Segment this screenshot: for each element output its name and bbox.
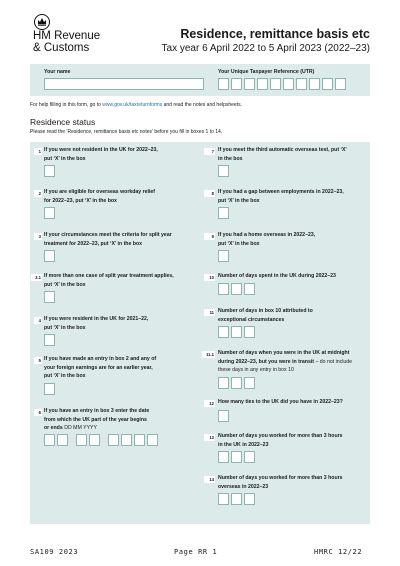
box-number-10: 10: [204, 274, 215, 281]
question-2: [44, 188, 192, 205]
digit-box[interactable]: [231, 451, 242, 463]
box-2-checkbox[interactable]: [44, 207, 55, 219]
question-7: [218, 146, 366, 163]
help-suffix: and read the notes and helpsheets.: [162, 102, 242, 108]
date-format-hint: DD MM YYYY: [62, 425, 97, 431]
form-code: SA109 2023: [30, 548, 79, 556]
date-separator: [70, 434, 74, 446]
box-11-1-input[interactable]: [218, 377, 255, 389]
question-5-line-1: If you have made an entry in box 2 and any of: [44, 356, 157, 362]
box-13-input[interactable]: [218, 451, 255, 463]
digit-box[interactable]: [231, 326, 242, 338]
digit-box[interactable]: [218, 493, 229, 505]
box-number-9: 9: [204, 233, 215, 240]
question-6-line-1: If you have an entry in box 3 enter the date: [44, 408, 150, 414]
question-3: [44, 231, 192, 248]
question-14: [218, 474, 366, 491]
digit-box[interactable]: [218, 326, 229, 338]
question-11-1: [218, 349, 366, 375]
digit-box[interactable]: [231, 493, 242, 505]
utr-digit-box[interactable]: [231, 78, 242, 90]
box-11-input[interactable]: [218, 326, 255, 338]
question-10-line-1: Number of days spent in the UK during 2022–23: [218, 273, 336, 279]
utr-digit-box[interactable]: [335, 78, 346, 90]
question-14-line-2: overseas in 2022–23: [218, 483, 269, 490]
box-number-11-1: 11.1: [202, 351, 215, 358]
box-9-checkbox[interactable]: [218, 250, 229, 262]
box-number-11: 11: [204, 309, 215, 316]
question-3-1-line-2: put ‘X’ in the box: [44, 281, 86, 288]
question-8-line-1: If you had a gap between employments in 2022–23,: [218, 189, 344, 195]
question-7-line-2: in the box: [218, 155, 243, 162]
section-intro: Please read the ‘Residence, remittance basis etc notes’ before you fill in boxes 1 to 14.: [30, 129, 223, 135]
utr-digit-box[interactable]: [257, 78, 268, 90]
question-9-line-1: If you had a home overseas in 2022–23,: [218, 232, 316, 238]
digit-box[interactable]: [218, 283, 229, 295]
date-separator: [102, 434, 106, 446]
box-6-date-input[interactable]: [44, 434, 158, 446]
digit-box[interactable]: [218, 451, 229, 463]
help-text: [30, 102, 242, 108]
question-11-line-2: exceptional circumstances: [218, 316, 285, 323]
form-version: HMRC 12/22: [314, 548, 363, 556]
digit-box[interactable]: [231, 283, 242, 295]
question-4: [44, 315, 192, 332]
digit-box[interactable]: [244, 377, 255, 389]
utr-input[interactable]: [218, 78, 346, 90]
digit-box[interactable]: [244, 451, 255, 463]
utr-digit-box[interactable]: [244, 78, 255, 90]
box-number-1: 1: [34, 148, 42, 155]
month-digit-box[interactable]: [76, 434, 87, 446]
question-13: [218, 432, 366, 449]
question-1: [44, 146, 192, 163]
box-number-6: 6: [34, 409, 42, 416]
royal-crest-icon: [32, 12, 52, 30]
question-8-line-2: put ‘X’ in the box: [218, 197, 260, 204]
box-number-8: 8: [204, 190, 215, 197]
digit-box[interactable]: [244, 283, 255, 295]
utr-digit-box[interactable]: [283, 78, 294, 90]
box-number-2: 2: [34, 190, 42, 197]
page-number: Page RR 1: [174, 548, 218, 556]
question-2-line-1: If you are eligible for overseas workday relief: [44, 189, 155, 195]
box-1-checkbox[interactable]: [44, 165, 55, 177]
question-10: [218, 272, 366, 281]
form-title: Residence, remittance basis etc: [180, 27, 370, 41]
box-14-input[interactable]: [218, 493, 255, 505]
tax-year: Tax year 6 April 2022 to 5 April 2023 (2022–23): [161, 43, 370, 54]
box-number-12: 12: [204, 400, 215, 407]
box-number-5: 5: [34, 357, 42, 364]
question-11-1-transit: during 2022–23, but you were in transit: [218, 358, 314, 365]
box-number-3-1: 3.1: [31, 274, 42, 281]
name-label: Your name: [44, 69, 71, 75]
digit-box[interactable]: [218, 377, 229, 389]
box-number-3: 3: [34, 233, 42, 240]
utr-digit-box[interactable]: [218, 78, 229, 90]
section-title: Residence status: [30, 117, 96, 127]
name-input[interactable]: [44, 78, 204, 90]
month-digit-box[interactable]: [89, 434, 100, 446]
question-4-line-2: put ‘X’ in the box: [44, 324, 86, 331]
question-1-line-1: If you were not resident in the UK for 2022–23,: [44, 147, 158, 153]
brand-line-1: HM Revenue: [33, 30, 101, 42]
question-6-or-ends: or ends: [44, 425, 63, 431]
year-digit-box[interactable]: [147, 434, 158, 446]
box-5-checkbox[interactable]: [44, 383, 55, 395]
question-9-line-2: put ‘X’ in the box: [218, 240, 260, 247]
question-4-line-1: If you were resident in the UK for 2021–22,: [44, 316, 149, 322]
digit-box[interactable]: [244, 493, 255, 505]
question-11-1-exclusion-note: – do not include: [314, 358, 353, 365]
year-digit-box[interactable]: [134, 434, 145, 446]
question-12: [218, 398, 366, 407]
question-1-line-2: put ‘X’ in the box: [44, 155, 86, 162]
box-number-4: 4: [34, 317, 42, 324]
question-3-1-line-1: If more than one case of split year treatment applies,: [44, 273, 174, 279]
digit-box[interactable]: [231, 377, 242, 389]
question-3-1: [44, 272, 192, 289]
question-5-line-2: your foreign earnings are for an earlier year,: [44, 364, 153, 371]
box-number-7: 7: [204, 148, 215, 155]
taxreturnforms-link[interactable]: www.gov.uk/taxreturnforms: [102, 102, 163, 108]
utr-label: Your Unique Taxpayer Reference (UTR): [218, 69, 315, 75]
question-11-1-line-2: [218, 358, 366, 367]
year-digit-box[interactable]: [108, 434, 119, 446]
question-6-line-2: from which the UK part of the year begins: [44, 416, 147, 423]
utr-digit-box[interactable]: [309, 78, 320, 90]
question-6-line-3: [44, 424, 192, 433]
box-4-checkbox[interactable]: [44, 334, 55, 346]
question-11: [218, 307, 366, 324]
box-10-input[interactable]: [218, 283, 255, 295]
year-digit-box[interactable]: [121, 434, 132, 446]
question-13-line-1: Number of days you worked for more than 3 hours: [218, 433, 343, 439]
question-3-line-1: If your circumstances meet the criteria for split year: [44, 232, 172, 238]
utr-digit-box[interactable]: [322, 78, 333, 90]
question-6: [44, 407, 192, 433]
question-8: [218, 188, 366, 205]
question-2-line-2: for 2022–23, put ‘X’ in the box: [44, 197, 117, 204]
question-11-line-1: Number of days in box 10 attributed to: [218, 308, 313, 314]
help-prefix: For help filling in this form, go to: [30, 102, 103, 108]
question-11-1-line-3: these days in any entry in box 10: [218, 367, 294, 373]
day-digit-box[interactable]: [57, 434, 68, 446]
day-digit-box[interactable]: [44, 434, 55, 446]
question-5-line-3: put ‘X’ in the box: [44, 373, 86, 379]
question-13-line-2: in the UK in 2022–23: [218, 441, 269, 448]
question-3-line-2: treatment for 2022–23, put ‘X’ in the box: [44, 240, 143, 247]
question-9: [218, 231, 366, 248]
utr-digit-box[interactable]: [270, 78, 281, 90]
question-5: [44, 355, 192, 381]
box-7-checkbox[interactable]: [218, 165, 229, 177]
question-7-line-1: If you meet the third automatic overseas test, put ‘X’: [218, 147, 347, 153]
box-number-13: 13: [204, 434, 215, 441]
hmrc-logo-text: [33, 30, 100, 54]
brand-line-2: & Customs: [33, 42, 90, 54]
utr-digit-box[interactable]: [296, 78, 307, 90]
box-3-checkbox[interactable]: [44, 250, 55, 262]
box-12-input[interactable]: [218, 410, 229, 422]
question-14-line-1: Number of days you worked for more than 3 hours: [218, 475, 343, 481]
digit-box[interactable]: [244, 326, 255, 338]
box-8-checkbox[interactable]: [218, 207, 229, 219]
box-3-1-checkbox[interactable]: [44, 291, 55, 303]
question-12-line-1: How many ties to the UK did you have in 2022–23?: [218, 399, 343, 405]
box-number-14: 14: [204, 476, 215, 483]
question-11-1-line-1: Number of days when you were in the UK at midnight: [218, 350, 350, 356]
